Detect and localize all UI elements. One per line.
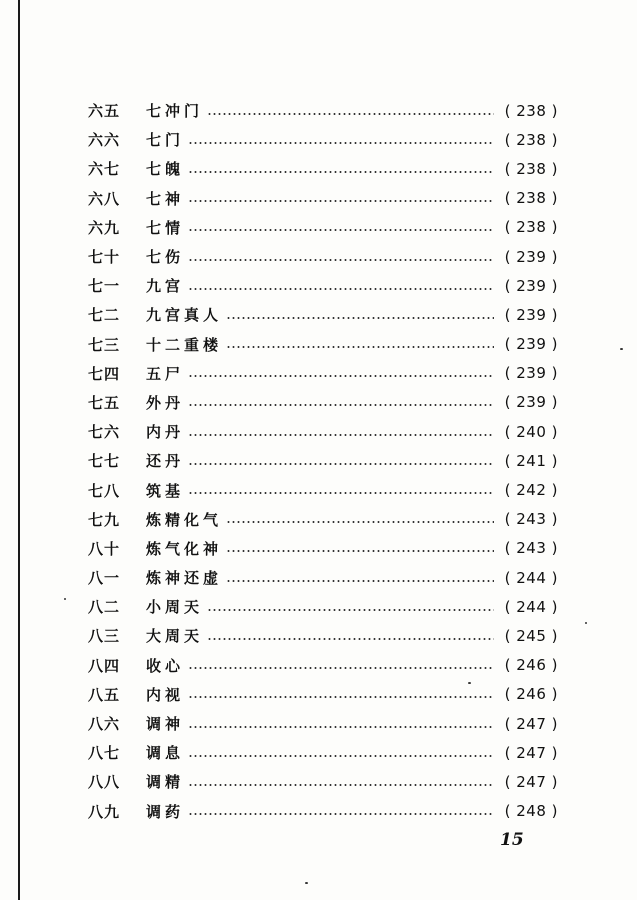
entry-page: ( 243 ) xyxy=(504,539,558,558)
toc-entry xyxy=(88,797,558,826)
dot-leader xyxy=(188,463,494,465)
entry-title: 九宫 xyxy=(146,277,185,296)
dot-leader xyxy=(188,784,494,786)
toc-entry xyxy=(88,388,558,417)
dot-leader xyxy=(188,726,494,728)
entry-title: 七伤 xyxy=(146,248,185,267)
toc-entry xyxy=(88,446,558,475)
dot-leader xyxy=(226,521,494,523)
toc-entry xyxy=(88,767,558,796)
table-of-contents xyxy=(88,96,558,826)
entry-page: ( 247 ) xyxy=(504,743,558,762)
entry-title: 调神 xyxy=(146,715,185,734)
entry-page: ( 246 ) xyxy=(504,685,558,704)
entry-title: 收心 xyxy=(146,656,185,675)
dot-leader xyxy=(188,434,494,436)
toc-entry xyxy=(88,242,558,271)
entry-title: 十二重楼 xyxy=(146,335,223,354)
dot-leader xyxy=(207,638,494,640)
toc-entry xyxy=(88,475,558,504)
toc-entry xyxy=(88,184,558,213)
toc-entry xyxy=(88,621,558,650)
page-edge-line xyxy=(18,0,20,900)
scan-speck xyxy=(305,882,308,884)
dot-leader xyxy=(188,171,494,173)
entry-page: ( 242 ) xyxy=(504,481,558,500)
dot-leader xyxy=(188,200,494,202)
entry-page: ( 238 ) xyxy=(504,159,558,178)
entry-title: 七情 xyxy=(146,218,185,237)
entry-number: 八九 xyxy=(88,802,121,821)
dot-leader xyxy=(188,142,494,144)
entry-title: 七神 xyxy=(146,189,185,208)
entry-title: 小周天 xyxy=(146,598,204,617)
dot-leader xyxy=(188,288,494,290)
entry-page: ( 240 ) xyxy=(504,422,558,441)
toc-entry xyxy=(88,359,558,388)
entry-page: ( 238 ) xyxy=(504,218,558,237)
entry-page: ( 247 ) xyxy=(504,714,558,733)
entry-page: ( 243 ) xyxy=(504,510,558,529)
toc-entry xyxy=(88,505,558,534)
entry-title: 调精 xyxy=(146,773,185,792)
entry-number: 七七 xyxy=(88,452,121,471)
entry-page: ( 248 ) xyxy=(504,802,558,821)
scan-speck xyxy=(620,348,623,350)
entry-number: 七八 xyxy=(88,481,121,500)
dot-leader xyxy=(188,755,494,757)
entry-number: 六五 xyxy=(88,102,121,121)
entry-number: 八六 xyxy=(88,715,121,734)
toc-entry xyxy=(88,709,558,738)
scan-speck xyxy=(585,622,587,624)
entry-number: 六七 xyxy=(88,160,121,179)
entry-title: 五尸 xyxy=(146,364,185,383)
entry-title: 七门 xyxy=(146,131,185,150)
entry-page: ( 239 ) xyxy=(504,364,558,383)
entry-page: ( 238 ) xyxy=(504,189,558,208)
entry-title: 七冲门 xyxy=(146,102,204,121)
entry-title: 炼精化气 xyxy=(146,510,223,529)
toc-entry xyxy=(88,300,558,329)
scan-speck xyxy=(64,598,66,600)
entry-title: 调药 xyxy=(146,802,185,821)
dot-leader xyxy=(226,550,494,552)
entry-page: ( 247 ) xyxy=(504,772,558,791)
entry-number: 七三 xyxy=(88,335,121,354)
dot-leader xyxy=(207,113,494,115)
dot-leader xyxy=(207,609,494,611)
dot-leader xyxy=(188,667,494,669)
toc-entry xyxy=(88,592,558,621)
entry-number: 七六 xyxy=(88,423,121,442)
entry-number: 七九 xyxy=(88,510,121,529)
entry-title: 内丹 xyxy=(146,423,185,442)
entry-page: ( 239 ) xyxy=(504,393,558,412)
dot-leader xyxy=(188,375,494,377)
entry-page: ( 239 ) xyxy=(504,305,558,324)
entry-number: 七一 xyxy=(88,277,121,296)
entry-title: 内视 xyxy=(146,685,185,704)
entry-page: ( 241 ) xyxy=(504,451,558,470)
entry-title: 炼神还虚 xyxy=(146,569,223,588)
entry-page: ( 245 ) xyxy=(504,626,558,645)
toc-entry xyxy=(88,96,558,125)
entry-number: 八四 xyxy=(88,656,121,675)
entry-title: 还丹 xyxy=(146,452,185,471)
entry-number: 七四 xyxy=(88,364,121,383)
entry-page: ( 239 ) xyxy=(504,335,558,354)
toc-entry xyxy=(88,271,558,300)
entry-number: 八二 xyxy=(88,598,121,617)
entry-title: 筑基 xyxy=(146,481,185,500)
toc-entry xyxy=(88,534,558,563)
scan-speck xyxy=(468,682,471,684)
dot-leader xyxy=(188,696,494,698)
page-number: 15 xyxy=(500,830,524,850)
entry-number: 六八 xyxy=(88,189,121,208)
toc-entry xyxy=(88,563,558,592)
toc-entry xyxy=(88,154,558,183)
entry-title: 大周天 xyxy=(146,627,204,646)
toc-entry xyxy=(88,738,558,767)
entry-number: 六九 xyxy=(88,218,121,237)
entry-page: ( 246 ) xyxy=(504,656,558,675)
entry-title: 炼气化神 xyxy=(146,539,223,558)
entry-title: 九宫真人 xyxy=(146,306,223,325)
dot-leader xyxy=(188,259,494,261)
toc-entry xyxy=(88,417,558,446)
entry-number: 八七 xyxy=(88,744,121,763)
dot-leader xyxy=(226,317,494,319)
entry-number: 七十 xyxy=(88,248,121,267)
entry-title: 七魄 xyxy=(146,160,185,179)
toc-entry xyxy=(88,213,558,242)
entry-title: 调息 xyxy=(146,744,185,763)
toc-entry xyxy=(88,330,558,359)
toc-entry xyxy=(88,125,558,154)
entry-page: ( 239 ) xyxy=(504,247,558,266)
dot-leader xyxy=(226,346,494,348)
entry-page: ( 238 ) xyxy=(504,130,558,149)
dot-leader xyxy=(188,492,494,494)
entry-number: 六六 xyxy=(88,131,121,150)
entry-number: 七二 xyxy=(88,306,121,325)
dot-leader xyxy=(226,580,494,582)
dot-leader xyxy=(188,229,494,231)
dot-leader xyxy=(188,813,494,815)
entry-number: 八八 xyxy=(88,773,121,792)
entry-page: ( 244 ) xyxy=(504,597,558,616)
entry-page: ( 239 ) xyxy=(504,276,558,295)
entry-number: 八一 xyxy=(88,569,121,588)
entry-number: 八十 xyxy=(88,539,121,558)
toc-entry xyxy=(88,680,558,709)
entry-number: 八三 xyxy=(88,627,121,646)
entry-page: ( 244 ) xyxy=(504,568,558,587)
entry-number: 八五 xyxy=(88,685,121,704)
entry-page: ( 238 ) xyxy=(504,101,558,120)
dot-leader xyxy=(188,404,494,406)
entry-title: 外丹 xyxy=(146,393,185,412)
entry-number: 七五 xyxy=(88,393,121,412)
toc-entry xyxy=(88,651,558,680)
